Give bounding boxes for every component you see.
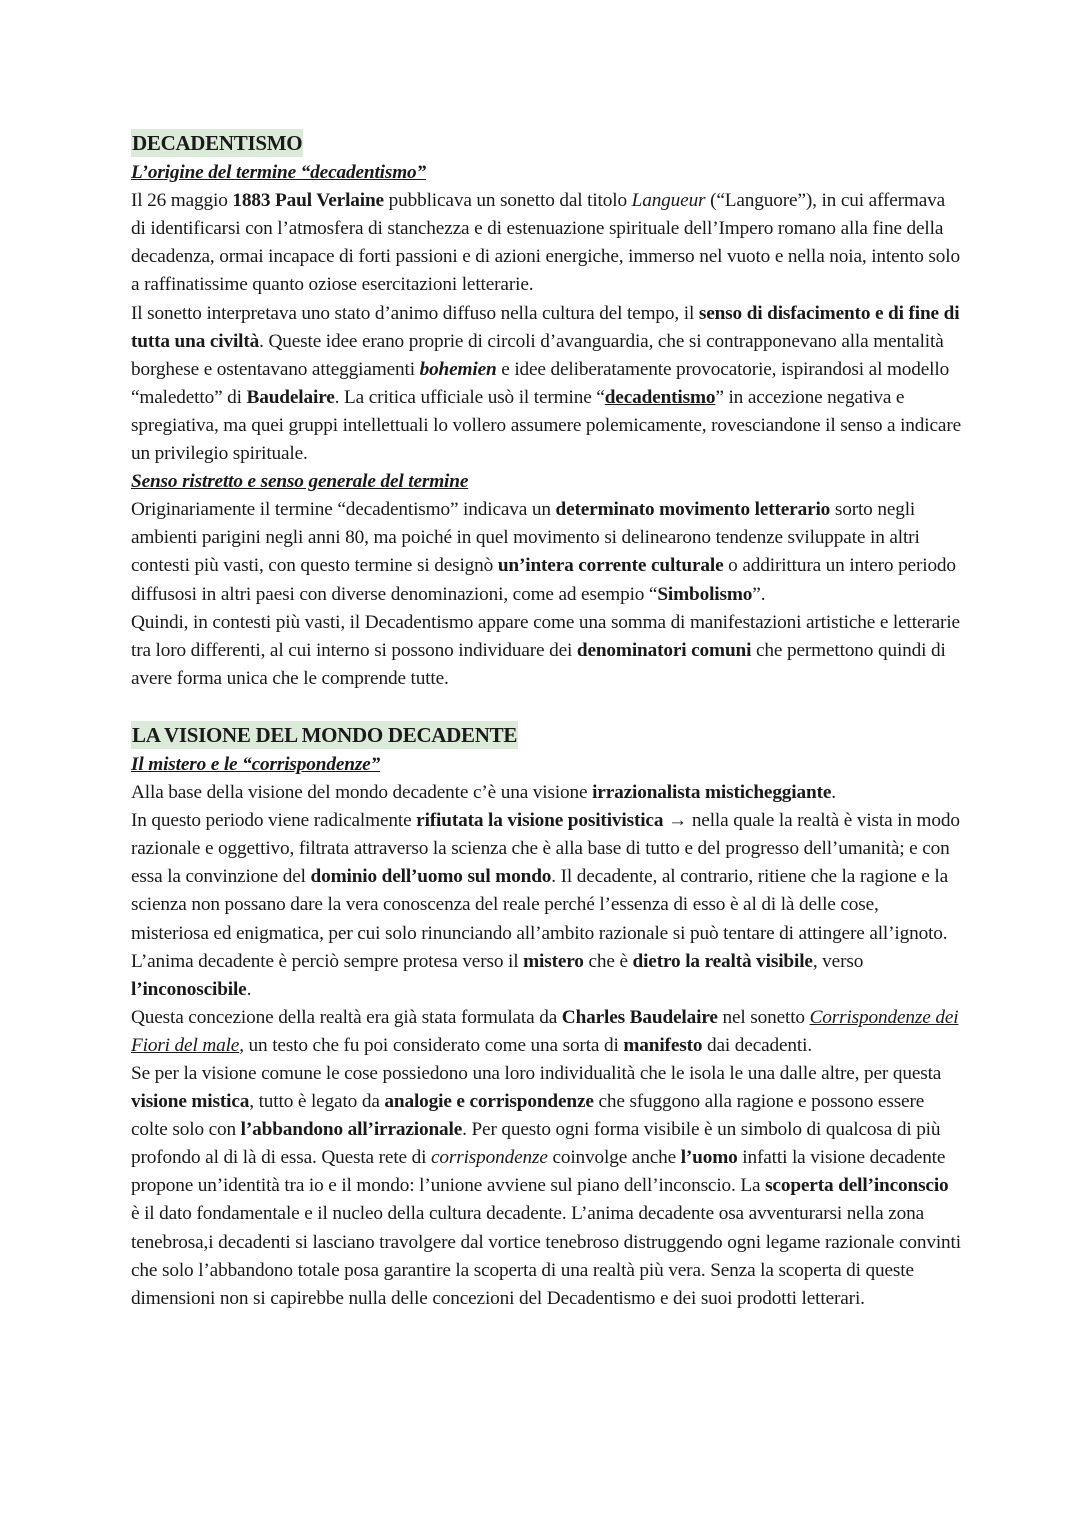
bold-text: mistero	[523, 950, 584, 972]
text-run: ” in accezione negativa e spregiativa, ma quei gruppi intellettuali lo vollero assumere polemicamente, rovesciandone il senso a indicare un privilegio spirituale.	[131, 386, 961, 465]
text-run: nel sonetto	[717, 1006, 810, 1028]
document-page	[131, 129, 961, 1313]
text-run: . Il decadente, al contrario, ritiene che la ragione e la scienza non possano dare la vera conoscenza del reale perché l’essenza di esso è al di là delle cose, misteriosa ed enigmatica, per cui solo rinunciando all’ambito razionale si può tentare di attingere all’ignoto. L’anima decadente è perciò sempre protesa verso il	[131, 866, 948, 972]
text-run: . Per questo ogni forma visibile è un simbolo di qualcosa di più profondo al di là di essa. Questa rete di	[131, 1119, 941, 1169]
text-run: Questa concezione della realtà era già stata formulata da	[131, 1006, 562, 1028]
text-run: che è	[583, 950, 633, 972]
bold-text: dominio dell’uomo sul mondo	[310, 866, 552, 888]
bold-text: denominatori comuni	[576, 639, 752, 661]
text-run: In questo periodo viene radicalmente	[131, 810, 417, 832]
subsection-title: Il mistero e le “corrispondenze”	[131, 753, 381, 775]
text-run: Alla base della visione del mondo decadente c’è una visione	[131, 782, 593, 804]
bold-text: l’inconoscibile	[131, 978, 247, 1000]
text-run: è il dato fondamentale e il nucleo della cultura decadente. L’anima decadente osa avventurarsi nella zona tenebrosa,i decadenti si lasciano travolgere dal vortice tenebroso distruggendo ogni legame razionale convinti che solo l’abbandono totale posa garantire la scoperta di una realtà più vera. Senza la scoperta di queste dimensioni non si capirebbe nulla delle concezioni del Decadentismo e dei suoi prodotti letterari.	[131, 1203, 961, 1309]
section-spacer	[131, 693, 961, 721]
section-decadentismo	[131, 129, 961, 693]
bold-text: un’intera corrente culturale	[497, 555, 724, 577]
bold-text: scoperta dell’inconscio	[765, 1175, 949, 1197]
text-run: , verso	[812, 950, 864, 972]
section-heading: LA VISIONE DEL MONDO DECADENTE	[132, 722, 518, 747]
paragraph	[131, 609, 961, 693]
text-run: (“Languore”), in cui affermava di identificarsi con l’atmosfera di stanchezza e di estenuazione spirituale dell’Impero romano alla fine della decadenza, ormai incapace di forti passioni e di azioni energiche, immerso nel vuoto e nella noia, intento solo a raffinatissime quanto oziose esercitazioni letterarie.	[131, 190, 960, 296]
bold-text: rifiutata la visione positivistica	[416, 810, 664, 832]
bold-text: l’abbandono all’irrazionale	[240, 1119, 463, 1141]
bold-text: irrazionalista misticheggiante	[592, 782, 832, 804]
bold-text: decadentismo	[604, 386, 716, 408]
text-run: pubblicava un sonetto dal titolo	[383, 190, 632, 212]
italic-text: Corrispondenze dei Fiori del male	[131, 1006, 959, 1056]
bold-text: Baudelaire	[246, 386, 335, 408]
italic-text: Langueur	[631, 190, 706, 212]
italic-text: corrispondenze	[430, 1147, 548, 1169]
paragraph	[131, 779, 961, 807]
section-heading: DECADENTISMO	[132, 131, 303, 155]
text-run: Se per la visione comune le cose possiedono una loro individualità che le isola le una dalle altre, per questa	[131, 1063, 942, 1084]
text-run: → nella quale la realtà è vista in modo razionale e oggettivo, filtrata attraverso la scienza che è alla base di tutto e del progresso dell’umanità; e con essa la convinzione del	[131, 810, 960, 888]
text-run: o addirittura un intero periodo diffusosi in altri paesi con diverse denominazioni, come ad esempio “	[131, 555, 956, 605]
subsection-title: L’origine del termine “decadentismo”	[131, 162, 427, 184]
bold-text: bohemien	[419, 358, 497, 380]
text-run: dai decadenti.	[702, 1034, 812, 1056]
text-run: .	[246, 978, 252, 1000]
text-run: Originariamente il termine “decadentismo” indicava un	[131, 499, 556, 521]
text-run: sorto negli ambienti parigini negli anni 80, ma poiché in quel movimento si delinearono tendenze sviluppate in altri contesti più vasti, con questo termine si designò	[131, 499, 920, 577]
text-run: coinvolge anche	[547, 1147, 681, 1169]
bold-text: analogie e corrispondenze	[384, 1091, 594, 1113]
paragraph	[131, 187, 961, 299]
text-run: .	[831, 782, 836, 804]
bold-text: Charles Baudelaire	[561, 1006, 718, 1028]
text-run: ”.	[752, 583, 766, 605]
paragraph	[131, 1004, 961, 1060]
bold-text: determinato movimento letterario	[555, 499, 831, 521]
text-run: , un testo che fu poi considerato come una sorta di	[239, 1034, 624, 1056]
text-run: . La critica ufficiale usò il termine “	[334, 386, 605, 408]
paragraph	[131, 300, 961, 469]
bold-text: dietro la realtà visibile	[632, 950, 813, 972]
text-run: che permettono quindi di avere forma unica che le comprende tutte.	[131, 639, 946, 689]
text-run: , tutto è legato da	[249, 1091, 385, 1113]
bold-text: manifesto	[623, 1034, 703, 1056]
text-run: Quindi, in contesti più vasti, il Decadentismo appare come una somma di manifestazioni artistiche e letterarie tra loro differenti, al cui interno si possono individuare dei	[131, 611, 960, 661]
text-run: infatti la visione decadente propone un’identità tra io e il mondo: l’unione avviene sul piano dell’inconscio. La	[131, 1147, 946, 1197]
text-run: Il sonetto interpretava uno stato d’animo diffuso nella cultura del tempo, il	[131, 302, 699, 324]
paragraph	[131, 807, 961, 1004]
bold-text: l’uomo	[680, 1147, 738, 1169]
bold-text: 1883 Paul Verlaine	[232, 190, 384, 212]
paragraph	[131, 1060, 961, 1313]
bold-text: senso di disfacimento e di fine di tutta una civiltà	[131, 302, 960, 352]
text-run: che sfuggono alla ragione e possono essere colte solo con	[131, 1091, 925, 1141]
paragraph	[131, 496, 961, 608]
bold-text: visione mistica	[131, 1091, 250, 1113]
bold-text: Simbolismo	[657, 583, 753, 605]
text-run: e idee deliberatamente provocatorie, ispirandosi al modello “maledetto” di	[131, 358, 950, 408]
section-visione-del-mondo	[131, 721, 961, 1313]
subsection-title: Senso ristretto e senso generale del termine	[131, 471, 469, 493]
text-run: Il 26 maggio	[131, 190, 233, 212]
text-run: . Queste idee erano proprie di circoli d’avanguardia, che si contrapponevano alla mentalità borghese e ostentavano atteggiamenti	[131, 330, 944, 380]
